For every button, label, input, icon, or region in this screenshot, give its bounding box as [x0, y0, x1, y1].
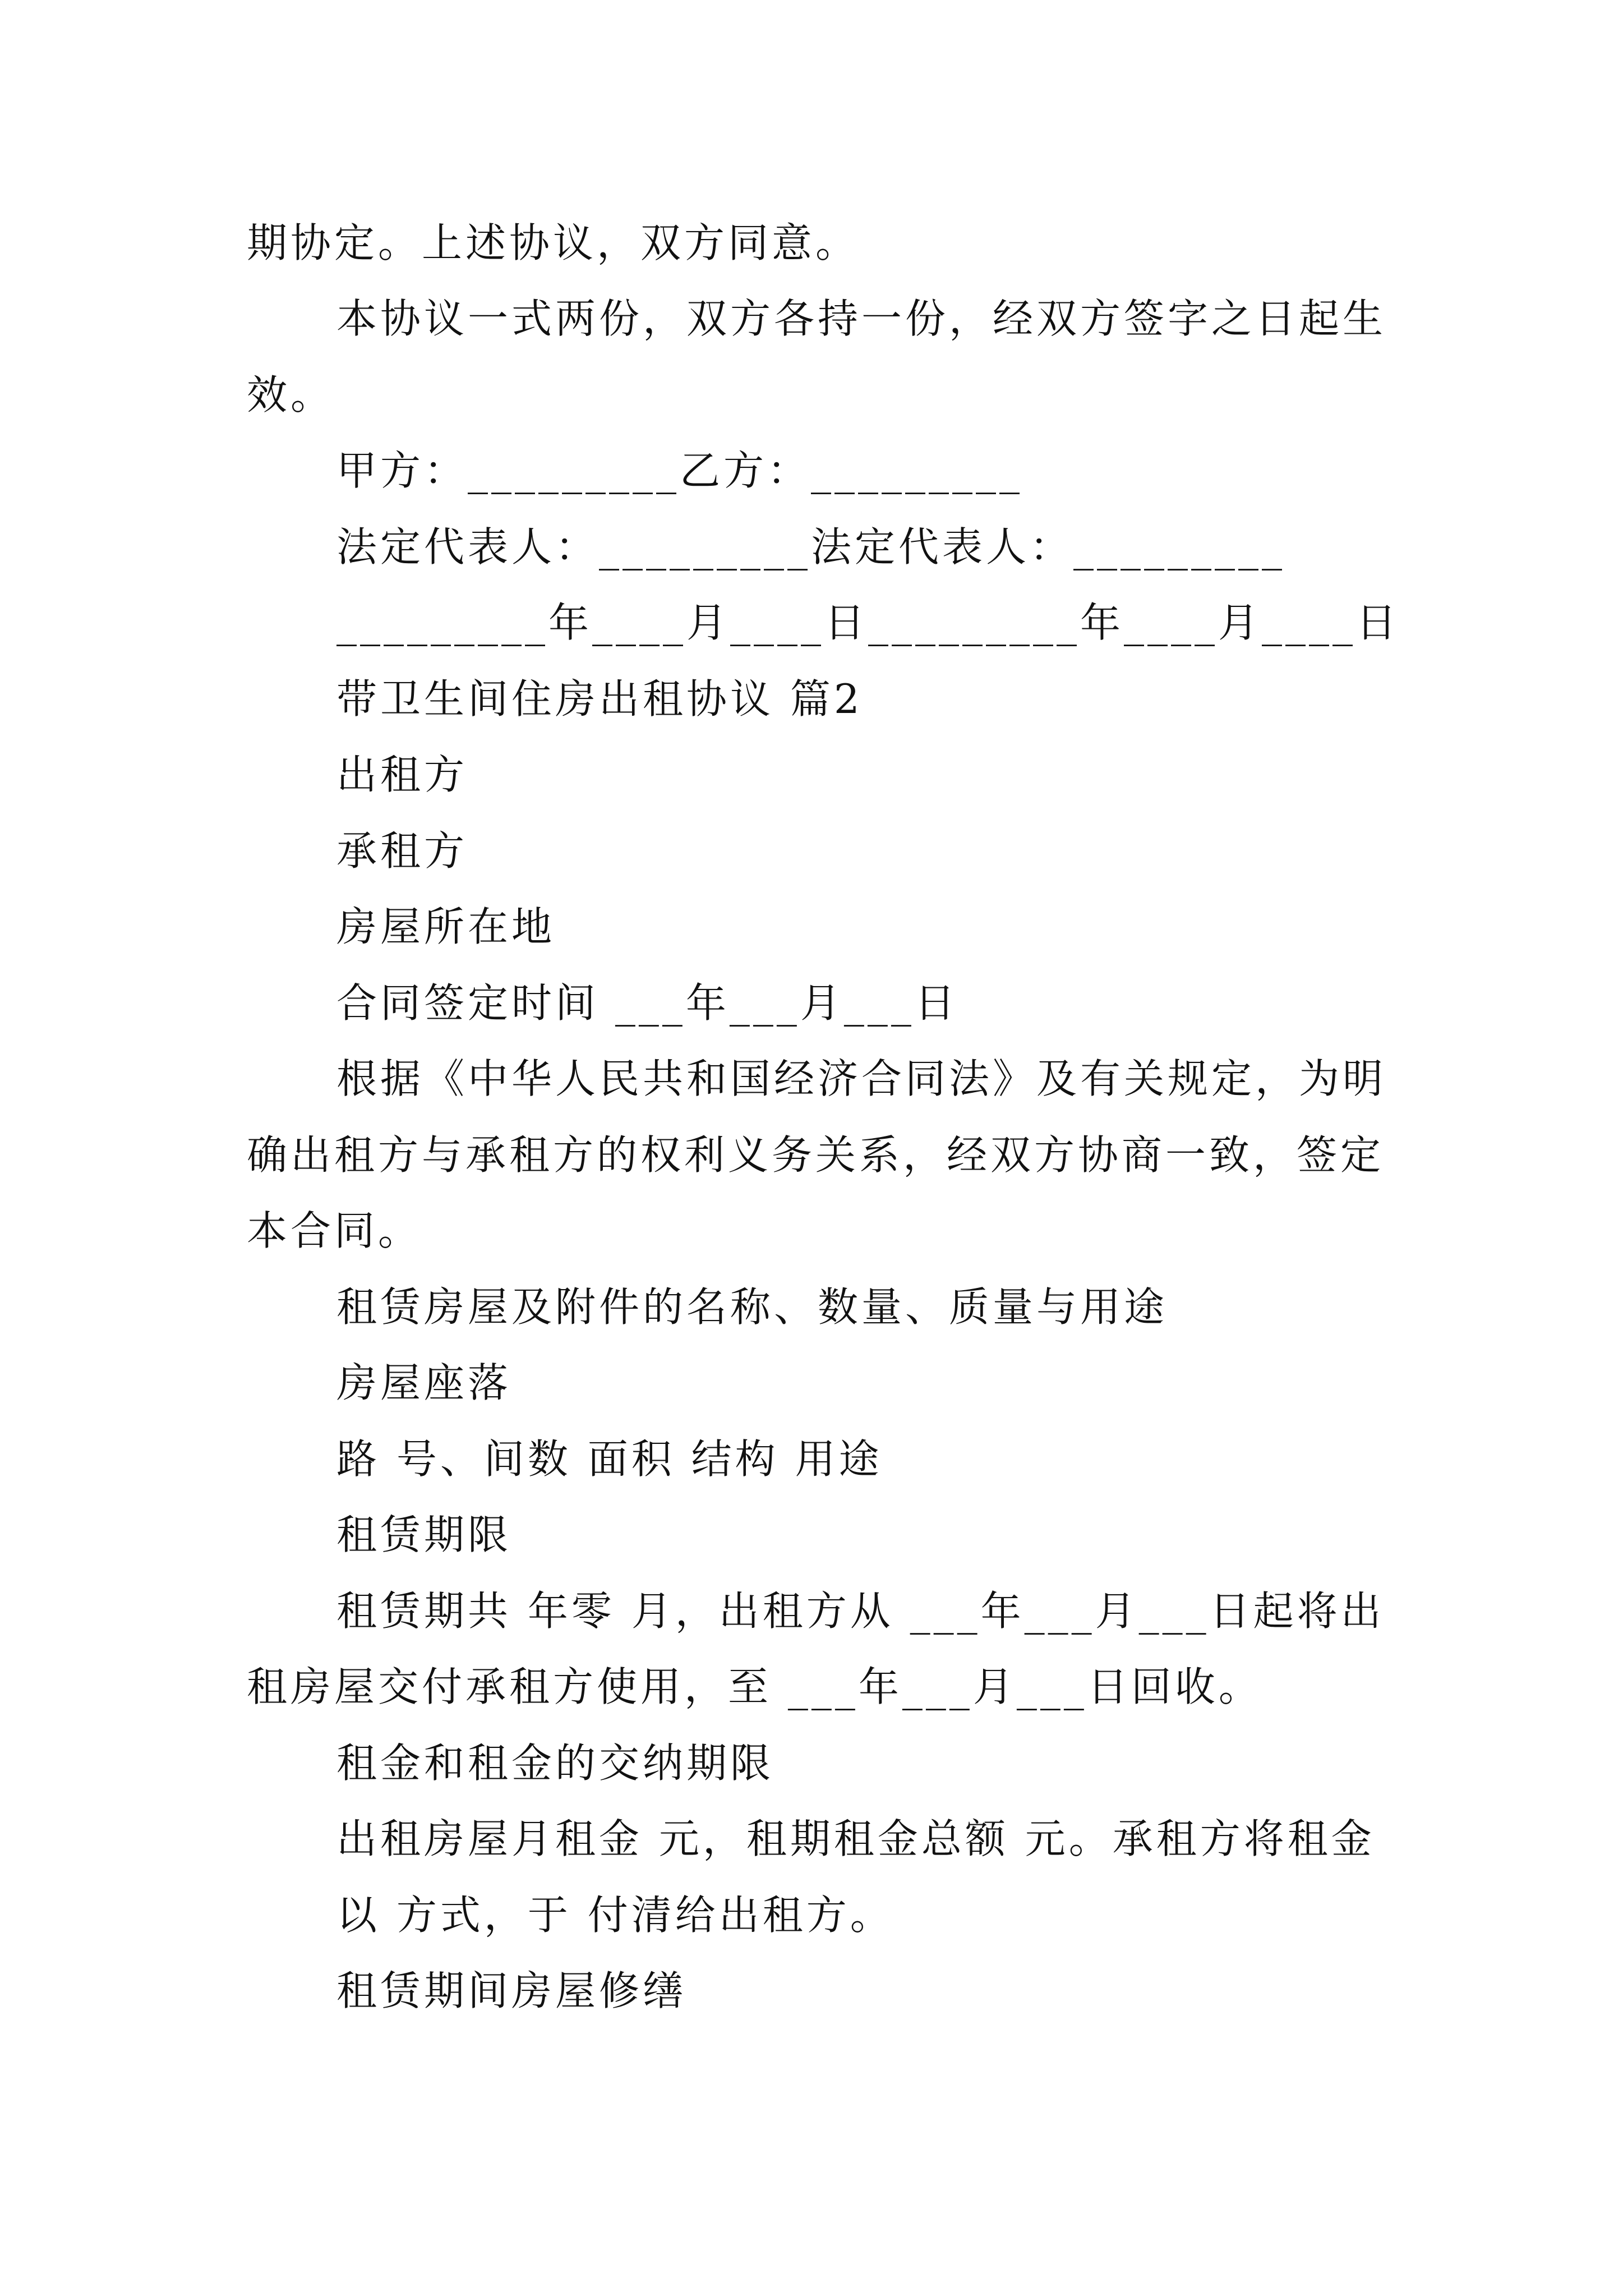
- text-line: 出租方: [336, 751, 468, 798]
- text-line: 房屋座落: [336, 1359, 512, 1406]
- text-line: 租赁房屋及附件的名称、数量、质量与用途: [336, 1283, 1168, 1331]
- text-line: 租赁期共 年零 月，出租方从 ___年___月___日起将出: [336, 1588, 1385, 1635]
- text-line: 出租房屋月租金 元，租期租金总额 元。承租方将租金: [336, 1815, 1375, 1862]
- text-line: 租赁期间房屋修缮: [336, 1967, 687, 2014]
- text-line: 期协定。上述协议，双方同意。: [247, 219, 860, 266]
- text-line: 租房屋交付承租方使用，至 ___年___月___日回收。: [247, 1663, 1262, 1710]
- text-line: 本协议一式两份，双方各持一份，经双方签字之日起生: [336, 295, 1387, 342]
- text-line: 本合同。: [247, 1207, 422, 1254]
- text-line: 租赁期限: [336, 1511, 512, 1558]
- text-line: 效。: [247, 371, 335, 418]
- text-line: 房屋所在地: [336, 903, 556, 950]
- text-line: 路 号、间数 面积 结构 用途: [336, 1435, 883, 1483]
- text-line: 确出租方与承租方的权利义务关系，经双方协商一致，签定: [247, 1131, 1385, 1179]
- signature-line-representatives: 法定代表人：_________法定代表人：_________: [336, 523, 1286, 570]
- signature-line-parties: 甲方：_________乙方：_________: [336, 447, 1023, 494]
- text-line: 根据《中华人民共和国经济合同法》及有关规定，为明: [336, 1055, 1387, 1102]
- section-title: 带卫生间住房出租协议 篇2: [336, 675, 863, 723]
- text-line: 租金和租金的交纳期限: [336, 1740, 774, 1787]
- signature-line-dates: _________年____月____日_________年____月____日: [336, 599, 1400, 646]
- text-line: 以 方式，于 付清给出租方。: [336, 1892, 894, 1939]
- text-line: 合同签定时间 ___年___月___日: [336, 979, 958, 1027]
- text-line: 承租方: [336, 827, 468, 875]
